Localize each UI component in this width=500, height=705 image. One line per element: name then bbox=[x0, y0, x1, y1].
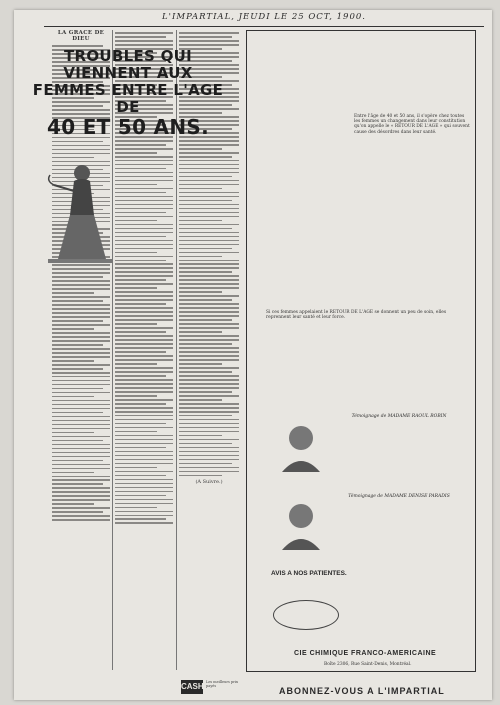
ad-headline bbox=[20, 48, 236, 138]
feuilleton-title: LA GRACE DE DIEU bbox=[57, 30, 105, 42]
masthead: L'IMPARTIAL, JEUDI LE 25 OCT, 1900. bbox=[44, 12, 484, 27]
testimonial-1-title: Témoignage de MADAME RAOUL ROBIN bbox=[351, 414, 447, 419]
portrait-1-icon bbox=[278, 420, 324, 472]
cash-logo: CASH bbox=[181, 680, 203, 694]
company-address: Boîte 2306, Rue Saint-Denis, Montréal. bbox=[324, 662, 412, 667]
cash-ad-text: Les meilleurs prix payés bbox=[206, 680, 238, 688]
newspaper-page bbox=[14, 10, 492, 700]
ad-intro: Entre l'âge de 40 et 50 ans, il s'opère chez toutes les femmes un changement dans leur constitution qu'on appelle le « RETOUR DE L'AGE » qui souvent cause des désordres dans leur santé. bbox=[354, 114, 470, 135]
woman-illustration-icon bbox=[44, 155, 114, 267]
ad-headline-line2: FEMMES ENTRE L'AGE DE bbox=[32, 81, 224, 116]
portrait-2-icon bbox=[278, 498, 324, 550]
footer-slogan: ABONNEZ-VOUS A L'IMPARTIAL bbox=[279, 686, 445, 696]
ad-headline-line1: TROUBLES QUI VIENNENT AUX bbox=[63, 47, 193, 82]
ad-paragraph: Si ces femmes appelaient le RETOUR DE L'AGE se donnent un peu de soin, elles reprennent leur santé et leur force. bbox=[266, 310, 447, 321]
testimonial-2-title: Témoignage de MADAME DENISE PARADIS bbox=[348, 494, 450, 499]
avis-patientes: AVIS A NOS PATIENTES. bbox=[271, 570, 347, 577]
coupon-seal-icon bbox=[273, 600, 339, 630]
ad-headline-line3: 40 ET 50 ANS. bbox=[47, 115, 209, 139]
company-name: CIE CHIMIQUE FRANCO-AMERICAINE bbox=[294, 650, 437, 657]
feuilleton-suite: (A Suivre.) bbox=[195, 479, 223, 486]
